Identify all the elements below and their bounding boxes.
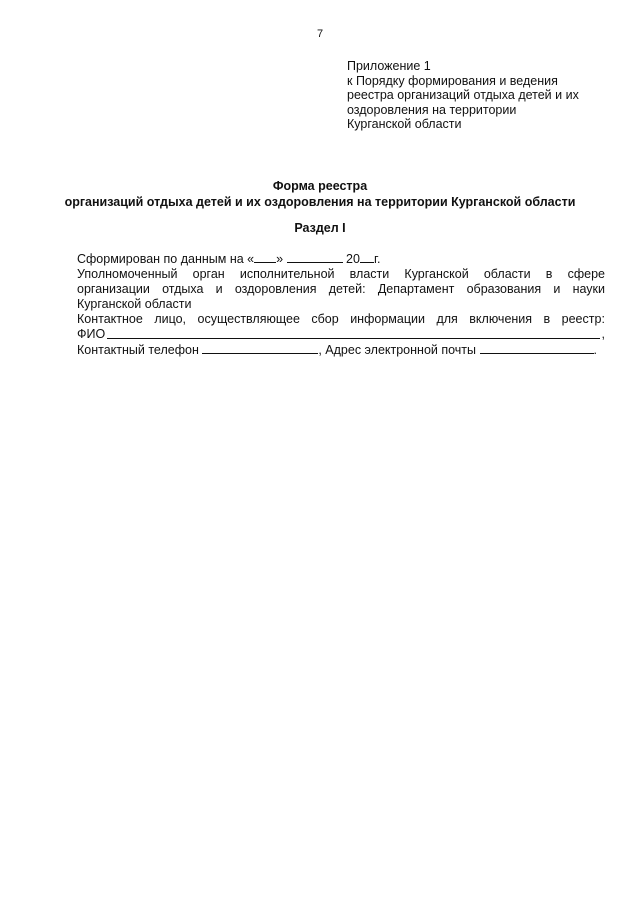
fio-end: ,	[601, 327, 605, 341]
word: орган	[192, 267, 225, 281]
year-blank[interactable]	[360, 251, 374, 263]
word: в	[543, 312, 551, 326]
authority-line-3: Курганской области	[77, 297, 192, 311]
formed-date-suffix: г.	[373, 252, 381, 266]
word: Уполномоченный	[77, 267, 178, 281]
phone-label: Контактный телефон	[77, 343, 199, 357]
appendix-line: реестра организаций отдыха детей и их	[347, 88, 579, 103]
page-number: 7	[316, 28, 324, 40]
day-blank[interactable]	[254, 251, 276, 263]
word: детей:	[328, 282, 366, 296]
word: организации	[77, 282, 150, 296]
form-title-line2: организаций отдыха детей и их оздоровления на территории Курганской области	[64, 195, 576, 209]
contacts-line	[77, 342, 605, 358]
appendix-line: Приложение 1	[347, 59, 431, 73]
form-title-line1: Форма реестра	[272, 179, 368, 193]
word: реестр:	[561, 312, 605, 326]
formed-year: 20	[346, 252, 360, 266]
email-label: , Адрес электронной почты	[318, 343, 477, 357]
word: Контактное	[77, 312, 143, 326]
word: Департамент	[377, 282, 455, 296]
appendix-line: Курганской области	[347, 117, 462, 132]
word: образования	[466, 282, 542, 296]
appendix-line: оздоровления на территории	[347, 102, 517, 117]
word: сбор	[311, 312, 339, 326]
word: Курганской	[404, 267, 469, 281]
word: власти	[349, 267, 390, 281]
word: осуществляющее	[197, 312, 300, 326]
formed-date-mid: »	[276, 252, 284, 266]
word: области	[483, 267, 531, 281]
month-blank[interactable]	[287, 251, 343, 263]
email-blank[interactable]	[480, 342, 594, 354]
appendix-block	[347, 59, 579, 132]
contact-line-1	[77, 312, 605, 327]
word: исполнительной	[239, 267, 335, 281]
word: и	[553, 282, 561, 296]
word: для	[436, 312, 458, 326]
word: отдыха	[162, 282, 204, 296]
authority-line-2	[77, 282, 605, 297]
end-dot: .	[593, 343, 597, 357]
form-body	[77, 251, 605, 358]
word: оздоровления	[234, 282, 317, 296]
word: информации	[350, 312, 425, 326]
formed-date-prefix: Сформирован по данным на «	[77, 252, 255, 266]
word: включения	[469, 312, 533, 326]
fio-blank[interactable]	[107, 327, 599, 339]
word: и	[215, 282, 223, 296]
word: сфере	[567, 267, 605, 281]
phone-blank[interactable]	[202, 342, 318, 354]
word: в	[545, 267, 553, 281]
authority-line-1	[77, 267, 605, 282]
appendix-line: к Порядку формирования и ведения	[347, 73, 558, 88]
fio-label: ФИО	[77, 327, 106, 341]
section-title: Раздел I	[294, 221, 346, 235]
fio-line	[77, 327, 605, 342]
form-title	[0, 178, 640, 210]
word: науки	[572, 282, 605, 296]
formed-date-line	[77, 251, 605, 267]
word: лицо,	[154, 312, 187, 326]
